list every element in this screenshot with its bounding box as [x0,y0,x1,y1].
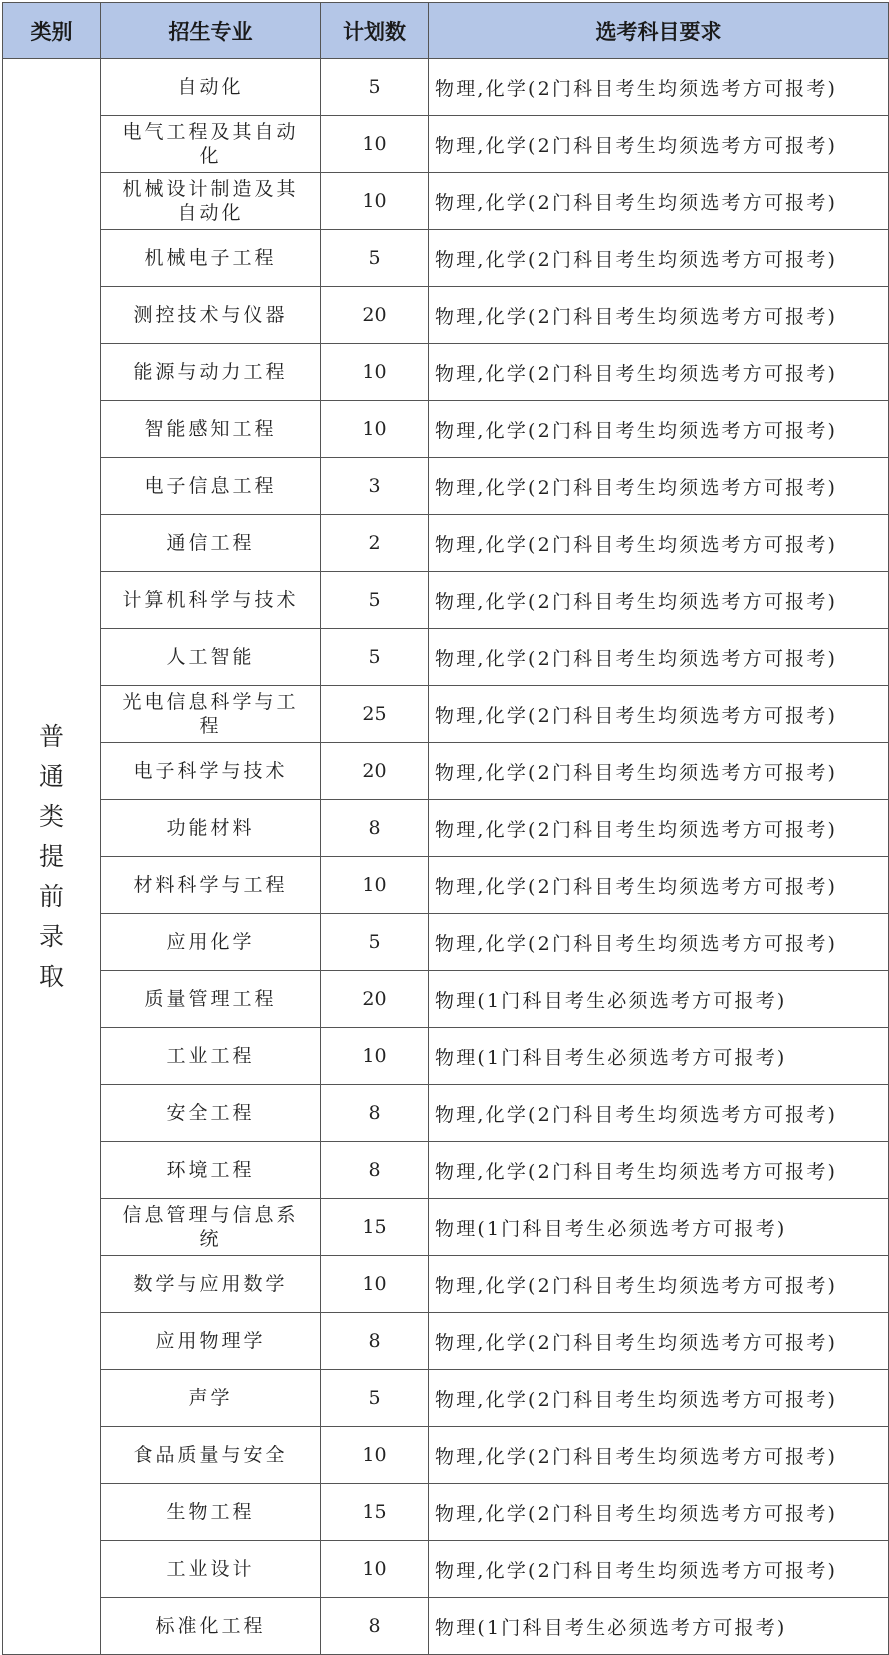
major-cell [101,1028,321,1085]
plan-count-cell: 10 [321,344,429,401]
plan-count-cell: 8 [321,1142,429,1199]
table-row [3,971,889,1028]
subject-requirement-cell: 物理,化学(2门科目考生均须选考方可报考) [429,1085,889,1142]
major-cell [101,1085,321,1142]
subject-requirement-cell: 物理,化学(2门科目考生均须选考方可报考) [429,1484,889,1541]
subject-requirement-cell: 物理(1门科目考生必须选考方可报考) [429,1598,889,1655]
major-name: 生物工程 [166,1501,255,1523]
subject-requirement-cell: 物理,化学(2门科目考生均须选考方可报考) [429,230,889,287]
subject-requirement-cell: 物理,化学(2门科目考生均须选考方可报考) [429,515,889,572]
plan-count-cell: 5 [321,59,429,116]
plan-count-cell: 20 [321,971,429,1028]
major-name: 机械设计制造及其自动化 [122,178,299,224]
major-cell [101,572,321,629]
major-name: 功能材料 [166,817,255,839]
table-header-row [3,3,889,59]
major-name: 电子信息工程 [144,475,277,497]
major-cell [101,743,321,800]
category-cell [3,59,101,1655]
plan-count-cell: 10 [321,1541,429,1598]
major-cell [101,686,321,743]
major-cell [101,230,321,287]
header-plan-count: 计划数 [321,3,429,59]
subject-requirement-cell: 物理,化学(2门科目考生均须选考方可报考) [429,914,889,971]
plan-count-cell: 10 [321,401,429,458]
plan-count-cell: 10 [321,173,429,230]
subject-requirement-cell: 物理,化学(2门科目考生均须选考方可报考) [429,401,889,458]
subject-requirement-cell: 物理,化学(2门科目考生均须选考方可报考) [429,458,889,515]
header-category: 类别 [3,3,101,59]
plan-count-cell: 5 [321,230,429,287]
major-cell [101,173,321,230]
table-row [3,914,889,971]
plan-count-cell: 10 [321,116,429,173]
major-cell [101,1256,321,1313]
major-cell [101,1484,321,1541]
plan-count-cell: 5 [321,1370,429,1427]
major-name: 机械电子工程 [144,247,277,269]
major-cell [101,1541,321,1598]
plan-count-cell: 10 [321,1256,429,1313]
major-name: 自动化 [177,76,244,98]
subject-requirement-cell: 物理,化学(2门科目考生均须选考方可报考) [429,1370,889,1427]
plan-count-cell: 2 [321,515,429,572]
plan-count-cell: 20 [321,743,429,800]
major-name: 工业工程 [166,1045,255,1067]
subject-requirement-cell: 物理,化学(2门科目考生均须选考方可报考) [429,743,889,800]
table-row [3,800,889,857]
major-cell [101,287,321,344]
major-name: 声学 [188,1387,233,1409]
table-row [3,344,889,401]
subject-requirement-cell: 物理(1门科目考生必须选考方可报考) [429,1028,889,1085]
subject-requirement-cell: 物理(1门科目考生必须选考方可报考) [429,1199,889,1256]
table-row [3,116,889,173]
plan-count-cell: 8 [321,1313,429,1370]
table-row [3,1085,889,1142]
major-name: 人工智能 [166,646,255,668]
table-row [3,515,889,572]
major-cell [101,401,321,458]
plan-count-cell: 8 [321,1598,429,1655]
subject-requirement-cell: 物理,化学(2门科目考生均须选考方可报考) [429,857,889,914]
major-name: 应用化学 [166,931,255,953]
subject-requirement-cell: 物理,化学(2门科目考生均须选考方可报考) [429,344,889,401]
table-row [3,1484,889,1541]
subject-requirement-cell: 物理,化学(2门科目考生均须选考方可报考) [429,572,889,629]
major-cell [101,59,321,116]
major-name: 信息管理与信息系统 [122,1204,299,1250]
table-row [3,743,889,800]
major-cell [101,629,321,686]
subject-requirement-cell: 物理,化学(2门科目考生均须选考方可报考) [429,686,889,743]
plan-count-cell: 15 [321,1199,429,1256]
major-name: 环境工程 [166,1159,255,1181]
subject-requirement-cell: 物理,化学(2门科目考生均须选考方可报考) [429,287,889,344]
subject-requirement-cell: 物理(1门科目考生必须选考方可报考) [429,971,889,1028]
table-row [3,629,889,686]
major-name: 通信工程 [166,532,255,554]
header-major: 招生专业 [101,3,321,59]
major-cell [101,515,321,572]
plan-count-cell: 10 [321,1427,429,1484]
table-body [3,59,889,1655]
subject-requirement-cell: 物理,化学(2门科目考生均须选考方可报考) [429,59,889,116]
table-row [3,230,889,287]
table-row [3,1256,889,1313]
table-row [3,401,889,458]
subject-requirement-cell: 物理,化学(2门科目考生均须选考方可报考) [429,1142,889,1199]
major-name: 计算机科学与技术 [122,589,299,611]
plan-count-cell: 5 [321,629,429,686]
major-cell [101,116,321,173]
major-cell [101,1427,321,1484]
plan-count-cell: 8 [321,1085,429,1142]
plan-count-cell: 3 [321,458,429,515]
table-row [3,1199,889,1256]
major-name: 智能感知工程 [144,418,277,440]
major-name: 电子科学与技术 [133,760,288,782]
plan-count-cell: 20 [321,287,429,344]
major-cell [101,914,321,971]
subject-requirement-cell: 物理,化学(2门科目考生均须选考方可报考) [429,1313,889,1370]
table-row [3,1028,889,1085]
subject-requirement-cell: 物理,化学(2门科目考生均须选考方可报考) [429,116,889,173]
category-label: 普通类提前录取 [38,721,64,991]
table-row [3,857,889,914]
major-name: 材料科学与工程 [133,874,288,896]
major-name: 能源与动力工程 [133,361,288,383]
major-name: 电气工程及其自动化 [122,121,299,167]
major-cell [101,1370,321,1427]
major-cell [101,971,321,1028]
plan-count-cell: 5 [321,914,429,971]
major-name: 光电信息科学与工程 [122,691,299,737]
major-cell [101,1142,321,1199]
plan-count-cell: 15 [321,1484,429,1541]
major-cell [101,1199,321,1256]
admissions-table-container [2,2,889,1655]
major-cell [101,800,321,857]
major-cell [101,1598,321,1655]
major-cell [101,344,321,401]
table-row [3,572,889,629]
major-name: 工业设计 [166,1558,255,1580]
subject-requirement-cell: 物理,化学(2门科目考生均须选考方可报考) [429,629,889,686]
table-row [3,1427,889,1484]
plan-count-cell: 5 [321,572,429,629]
table-row [3,173,889,230]
table-row [3,686,889,743]
major-name: 标准化工程 [155,1615,266,1637]
table-row [3,1142,889,1199]
plan-count-cell: 25 [321,686,429,743]
subject-requirement-cell: 物理,化学(2门科目考生均须选考方可报考) [429,1427,889,1484]
plan-count-cell: 8 [321,800,429,857]
table-row [3,1541,889,1598]
major-name: 数学与应用数学 [133,1273,288,1295]
subject-requirement-cell: 物理,化学(2门科目考生均须选考方可报考) [429,1256,889,1313]
table-row [3,458,889,515]
subject-requirement-cell: 物理,化学(2门科目考生均须选考方可报考) [429,800,889,857]
plan-count-cell: 10 [321,857,429,914]
header-subject-requirement: 选考科目要求 [429,3,889,59]
major-cell [101,857,321,914]
major-name: 测控技术与仪器 [133,304,288,326]
major-name: 安全工程 [166,1102,255,1124]
admissions-table [2,2,889,1655]
plan-count-cell: 10 [321,1028,429,1085]
table-row [3,59,889,116]
subject-requirement-cell: 物理,化学(2门科目考生均须选考方可报考) [429,173,889,230]
subject-requirement-cell: 物理,化学(2门科目考生均须选考方可报考) [429,1541,889,1598]
major-name: 食品质量与安全 [133,1444,288,1466]
major-name: 应用物理学 [155,1330,266,1352]
major-name: 质量管理工程 [144,988,277,1010]
table-row [3,1598,889,1655]
table-row [3,1370,889,1427]
major-cell [101,458,321,515]
table-row [3,1313,889,1370]
table-row [3,287,889,344]
major-cell [101,1313,321,1370]
